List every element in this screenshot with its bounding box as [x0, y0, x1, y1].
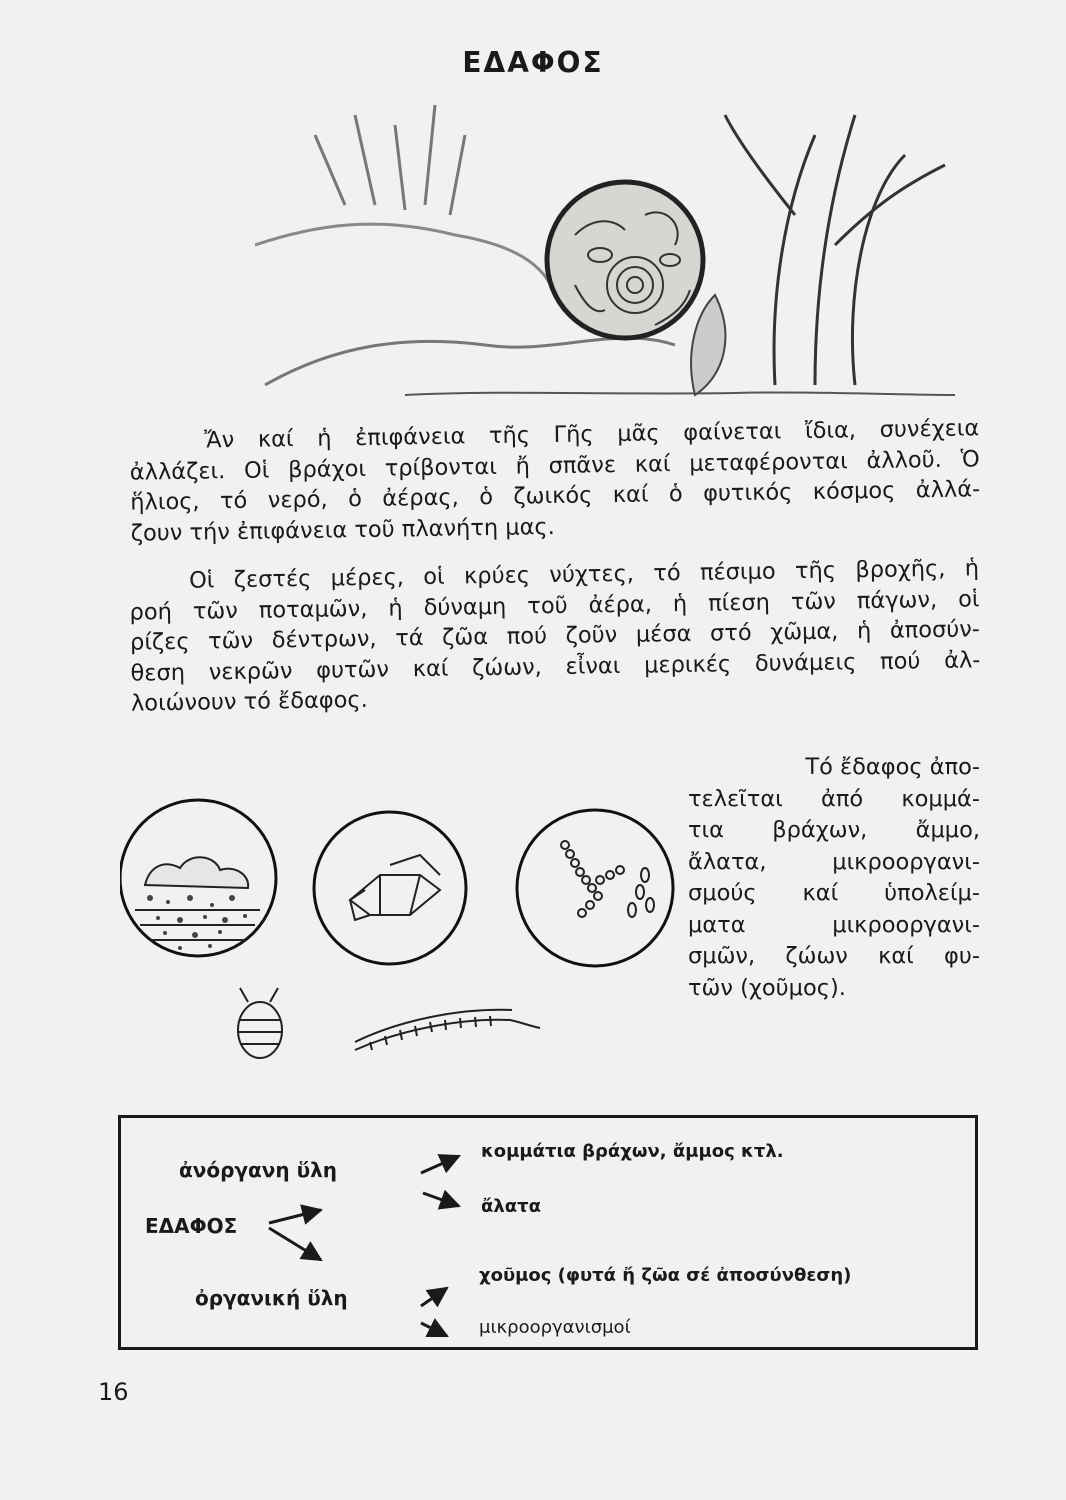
page-number: 16 — [98, 1378, 129, 1406]
inorganic-matter-label: ἀνόργανη ὕλη — [179, 1158, 338, 1182]
soil-classification-diagram — [118, 1115, 978, 1350]
rocks-drawing — [135, 857, 260, 950]
soil-composition-text — [688, 752, 980, 1004]
intro-line: ἀλλάζει. Οἱ βράχοι τρίβονται ἤ σπᾶνε καί μεταφέρονται ἀλλοῦ. Ὁ — [129, 445, 980, 486]
inorganic-item: κομμάτια βράχων, ἄμμος κτλ. — [481, 1141, 784, 1162]
organic-item: μικροοργανισμοί — [479, 1317, 631, 1338]
composition-line: Τό ἔδαφος ἀπο- — [805, 754, 980, 780]
page-title: ΕΔΑΦΟΣ — [462, 46, 604, 79]
diagram-root-label: ΕΔΑΦΟΣ — [145, 1214, 238, 1238]
composition-line: σμῶν, ζώων καί φυ- — [688, 943, 980, 969]
intro-line: Ἄν καί ἡ ἐπιφάνεια τῆς Γῆς μᾶς φαίνεται ἴδια, συνέχεια — [204, 415, 980, 454]
intro-paragraph — [129, 413, 981, 548]
soil-magnifier-illustration — [255, 95, 980, 410]
woodlouse-drawing — [238, 988, 282, 1058]
forces-line: ροή τῶν ποταμῶν, ἡ δύναμη τοῦ ἀέρα, ἡ πίεση τῶν πάγων, οἱ — [129, 585, 980, 626]
forces-line: θεση νεκρῶν φυτῶν καί ζώων, εἶναι μερικές δυνάμεις πού ἀλ- — [130, 646, 981, 687]
composition-line: τῶν (χοῦμος). — [688, 974, 846, 1001]
crystals-drawing — [350, 855, 440, 920]
forces-line: ρίζες τῶν δέντρων, τά ζῶα πού ζοῦν μέσα στό χῶμα, ἡ ἀποσύν- — [129, 616, 981, 656]
composition-line: ματα μικροοργανι- — [688, 911, 980, 938]
composition-line: σμούς καί ὑπολείμ- — [688, 880, 980, 906]
forces-paragraph — [129, 553, 981, 719]
intro-line: ἥλιος, τό νερό, ὁ ἀέρας, ὁ ζωικός καί ὁ φυτικός κόσμος ἀλλά- — [130, 476, 981, 516]
forces-line: λοιώνουν τό ἔδαφος. — [130, 686, 368, 717]
organic-item: χοῦμος (φυτά ἤ ζῶα σέ ἀποσύνθεση) — [479, 1265, 852, 1286]
composition-line: τια βράχων, ἄμμο, — [688, 817, 980, 843]
soil-components-illustration — [120, 780, 700, 1070]
composition-line: ἄλατα, μικροοργανι- — [688, 848, 980, 875]
inorganic-item: ἄλατα — [481, 1196, 541, 1217]
forces-line: Οἱ ζεστές μέρες, οἱ κρύες νύχτες, τό πέσιμο τῆς βροχῆς, ἡ — [188, 555, 980, 594]
earthworm-drawing — [355, 1010, 540, 1050]
intro-line: ζουν τήν ἐπιφάνεια τοῦ πλανήτη μας. — [130, 513, 555, 547]
bacteria-drawing — [561, 841, 654, 917]
crystals-circle — [314, 812, 466, 964]
organic-matter-label: ὀργανική ὕλη — [195, 1286, 348, 1310]
composition-line: τελεῖται ἀπό κομμά- — [688, 785, 980, 812]
